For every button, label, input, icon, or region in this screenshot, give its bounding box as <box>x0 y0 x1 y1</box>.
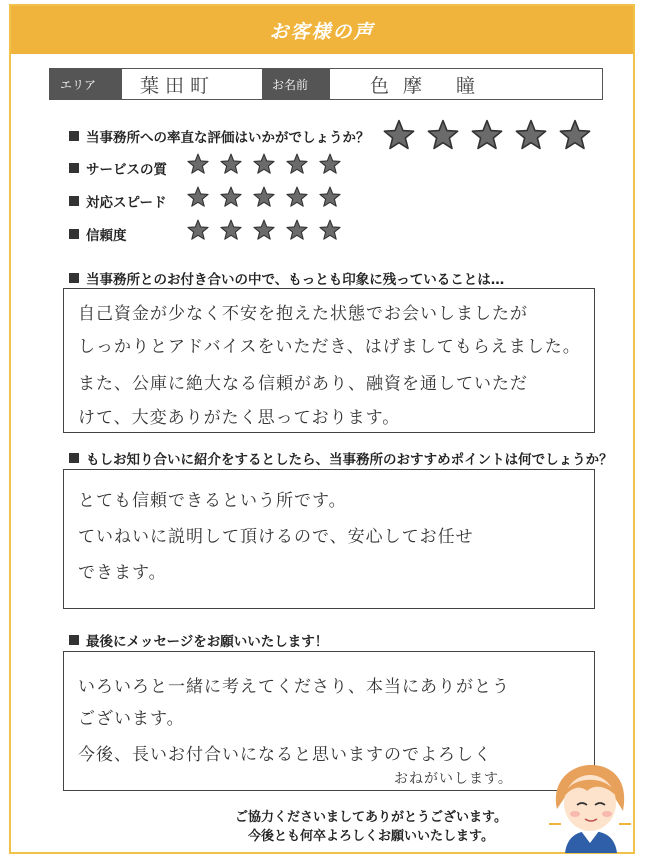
rating-speed-stars <box>187 186 341 208</box>
star-icon <box>220 186 242 208</box>
recommend-answer-box <box>63 469 595 609</box>
answer-line: また、公庫に絶大なる信頼があり、融資を通していただ <box>78 374 528 394</box>
impression-question-text: 当事務所とのお付き合いの中で、もっとも印象に残っていることは… <box>86 272 505 288</box>
answer-line: できます。 <box>78 563 167 583</box>
star-icon <box>427 119 459 151</box>
star-icon <box>471 119 503 151</box>
rating-service-label: サービスの質 <box>86 162 167 178</box>
rating-overall-stars <box>383 119 591 151</box>
star-icon <box>253 186 275 208</box>
star-icon <box>383 119 415 151</box>
area-value: 葉田町 <box>140 74 216 97</box>
footer-line-1: ご協力くださいましてありがとうございます。 <box>235 810 507 825</box>
star-icon <box>286 219 308 241</box>
star-icon <box>515 119 547 151</box>
rating-trust-stars <box>187 219 341 241</box>
star-icon <box>319 186 341 208</box>
footer-thanks <box>171 808 571 846</box>
recommend-question <box>69 448 613 468</box>
star-icon <box>220 219 242 241</box>
answer-line: ございます。 <box>78 709 185 729</box>
bullet-square-icon <box>69 163 79 173</box>
star-icon <box>319 153 341 175</box>
name-value: 色摩 瞳 <box>370 74 490 97</box>
recommend-question-text: もしお知り合いに紹介をするとしたら、当事務所のおすすめポイントは何でしょうか？ <box>86 452 613 468</box>
rating-trust-label: 信頼度 <box>86 228 127 244</box>
star-icon <box>187 186 209 208</box>
answer-line: 今後、長いお付合いになると思いますのでよろしく <box>78 745 492 765</box>
header-bar <box>11 6 633 54</box>
star-icon <box>559 119 591 151</box>
answer-line: ていねいに説明して頂けるので、安心してお任せ <box>78 527 474 547</box>
star-icon <box>286 153 308 175</box>
name-label: お名前 <box>262 69 330 99</box>
answer-line: とても信頼できるという所です。 <box>78 491 347 511</box>
staff-illustration-icon <box>547 761 633 853</box>
bullet-square-icon <box>69 273 79 283</box>
page-title: お客様の声 <box>269 20 375 43</box>
message-question-text: 最後にメッセージをお願いいたします！ <box>86 634 329 650</box>
star-icon <box>220 153 242 175</box>
star-icon <box>286 186 308 208</box>
star-icon <box>187 153 209 175</box>
footer-line-2: 今後とも何卒よろしくお願いいたします。 <box>248 829 494 844</box>
answer-line: おねがいします。 <box>394 771 513 787</box>
bullet-square-icon <box>69 196 79 206</box>
customer-info-row <box>49 68 603 100</box>
area-label: エリア <box>50 69 122 99</box>
survey-sheet <box>9 4 635 854</box>
star-icon <box>253 153 275 175</box>
rating-trust-question <box>69 224 127 244</box>
star-icon <box>187 219 209 241</box>
star-icon <box>253 219 275 241</box>
impression-question <box>69 268 504 288</box>
rating-service-stars <box>187 153 341 175</box>
impression-answer-box <box>63 288 595 433</box>
rating-service-question <box>69 158 167 178</box>
bullet-square-icon <box>69 453 79 463</box>
message-answer-box <box>63 651 595 791</box>
answer-line: けて、大変ありがたく思っております。 <box>78 408 401 428</box>
answer-line: いろいろと一緒に考えてくださり、本当にありがとう <box>78 677 510 697</box>
rating-speed-label: 対応スピード <box>86 195 167 211</box>
rating-speed-question <box>69 191 166 211</box>
star-icon <box>319 219 341 241</box>
message-question <box>69 630 328 650</box>
bullet-square-icon <box>69 635 79 645</box>
rating-overall-question <box>69 126 370 146</box>
rating-overall-label: 当事務所への率直な評価はいかがでしょうか？ <box>86 130 370 146</box>
bullet-square-icon <box>69 229 79 239</box>
bullet-square-icon <box>69 131 79 141</box>
answer-line: しっかりとアドバイスをいただき、はげましてもらえました。 <box>78 337 581 357</box>
answer-line: 自己資金が少なく不安を抱えた状態でお会いしましたが <box>78 304 528 324</box>
